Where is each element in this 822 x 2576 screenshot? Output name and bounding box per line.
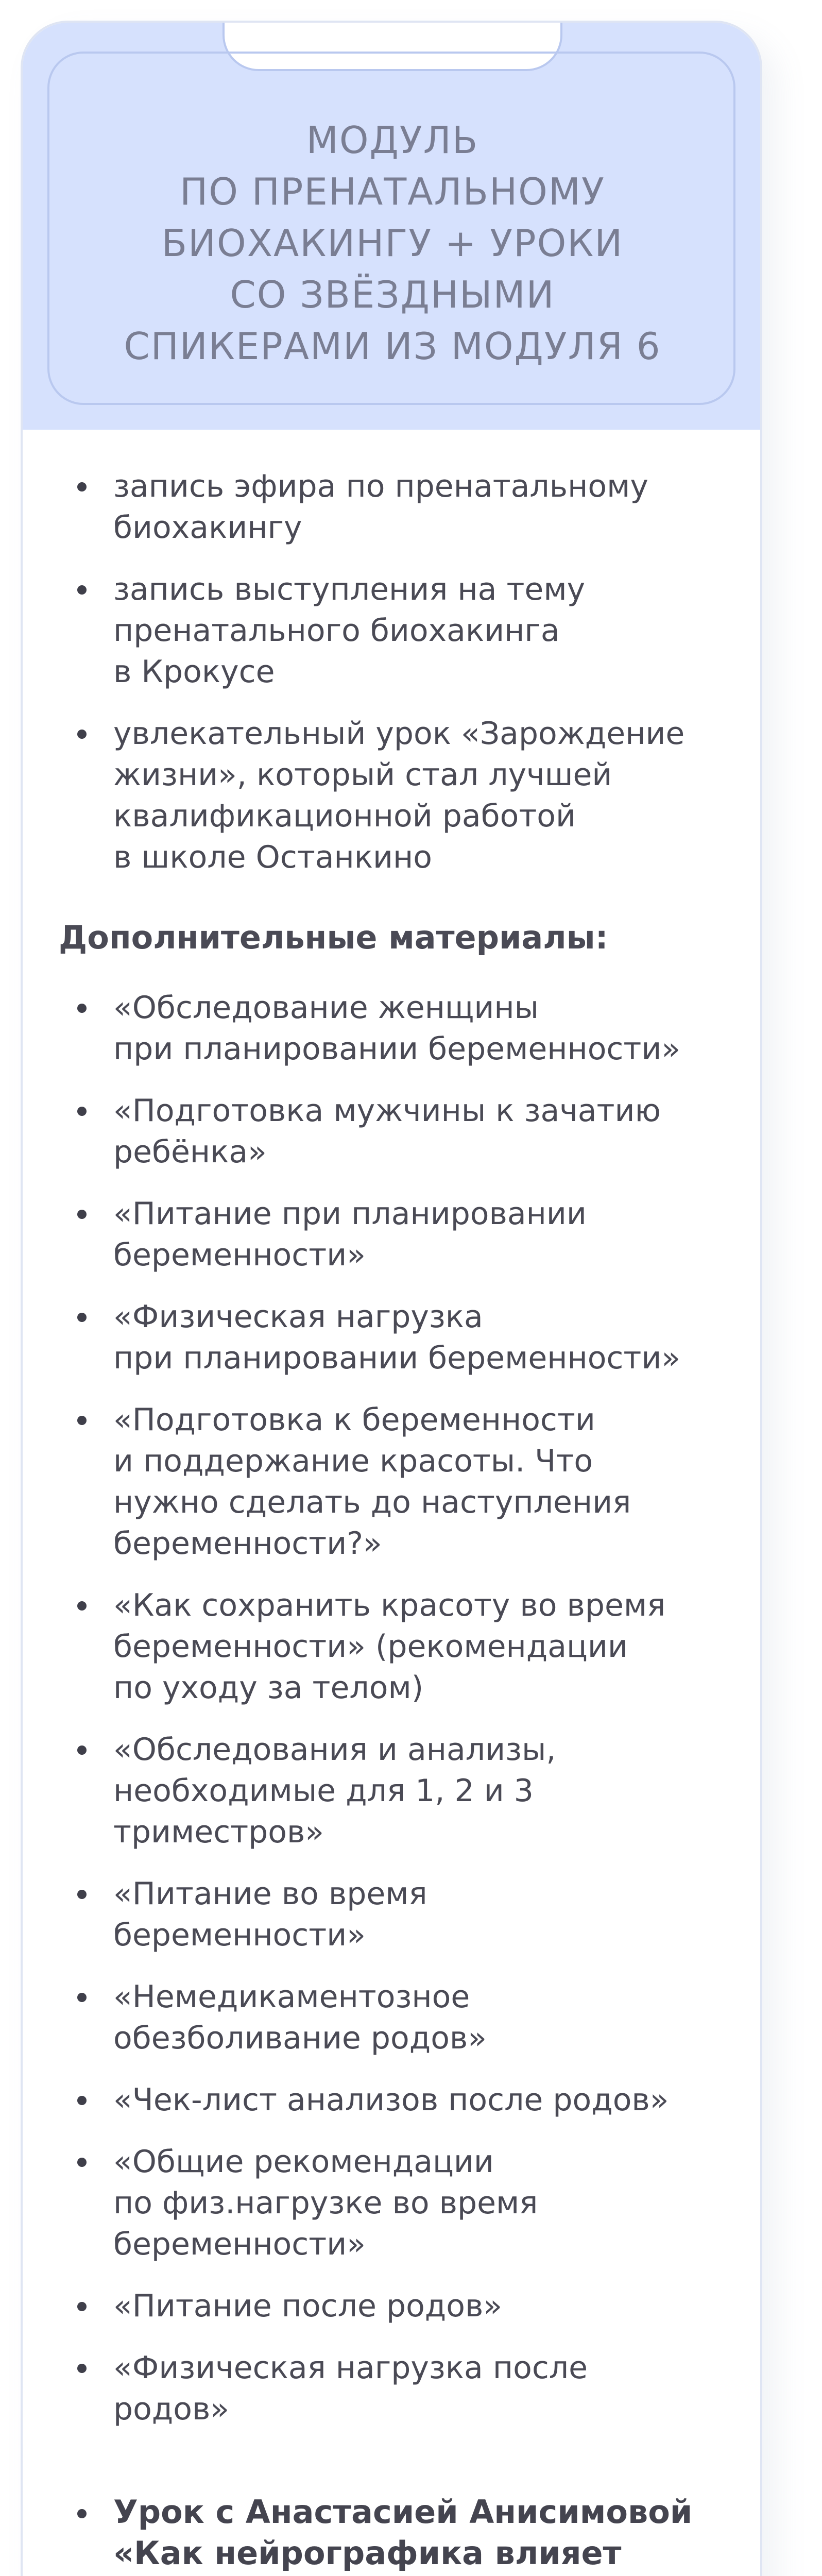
module-title-line: СО ЗВЁЗДНЫМИ (230, 273, 555, 316)
module-item: запись выступления на тему пренатального биохакинга в Крокусе (59, 569, 728, 692)
extra-material-item: «Немедикаментозное обезболивание родов» (59, 1976, 728, 2059)
module-title-line: БИОХАКИНГУ + УРОКИ (161, 222, 624, 265)
extra-material-item: «Как сохранить красоту во время беременности» (рекомендации по уходу за телом) (59, 1585, 728, 1708)
module-item: увлекательный урок «Зарождение жизни», который стал лучшей квалификационной работой в школе Останкино (59, 713, 728, 878)
extra-material-item: «Питание при планировании беременности» (59, 1193, 728, 1276)
extra-materials-list (59, 987, 728, 2430)
module-title-line: МОДУЛЬ (306, 118, 479, 162)
extra-material-item: «Обследование женщины при планировании беременности» (59, 987, 728, 1070)
extra-material-item: «Физическая нагрузка после родов» (59, 2347, 728, 2430)
module-title (59, 114, 726, 372)
extra-material-item: «Общие рекомендации по физ.нагрузке во время беременности» (59, 2141, 728, 2265)
module-card (21, 21, 762, 2576)
card-content (59, 466, 728, 2576)
module-items-list (59, 466, 728, 878)
extra-materials-heading: Дополнительные материалы: (59, 919, 608, 956)
extra-material-item: «Обследования и анализы, необходимые для 1, 2 и 3 триместров» (59, 1729, 728, 1853)
module-title-line: ПО ПРЕНАТАЛЬНОМУ (180, 170, 605, 213)
card-header (23, 23, 760, 430)
lesson-item: Урок с Анастасией Анисимовой «Как нейрографика влияет (59, 2492, 728, 2576)
extra-material-item: «Чек-лист анализов после родов» (59, 2079, 728, 2121)
module-title-line: СПИКЕРАМИ ИЗ МОДУЛЯ 6 (124, 325, 661, 368)
extra-material-item: «Питание после родов» (59, 2285, 728, 2327)
extra-material-item: «Физическая нагрузка при планировании беременности» (59, 1296, 728, 1379)
extra-material-item: «Подготовка мужчины к зачатию ребёнка» (59, 1090, 728, 1173)
star-speaker-lessons-list (59, 2492, 728, 2576)
extra-material-item: «Подготовка к беременности и поддержание красоты. Что нужно сделать до наступления беременности?» (59, 1399, 728, 1564)
module-item: запись эфира по пренатальному биохакингу (59, 466, 728, 548)
extra-material-item: «Питание во время беременности» (59, 1873, 728, 1956)
